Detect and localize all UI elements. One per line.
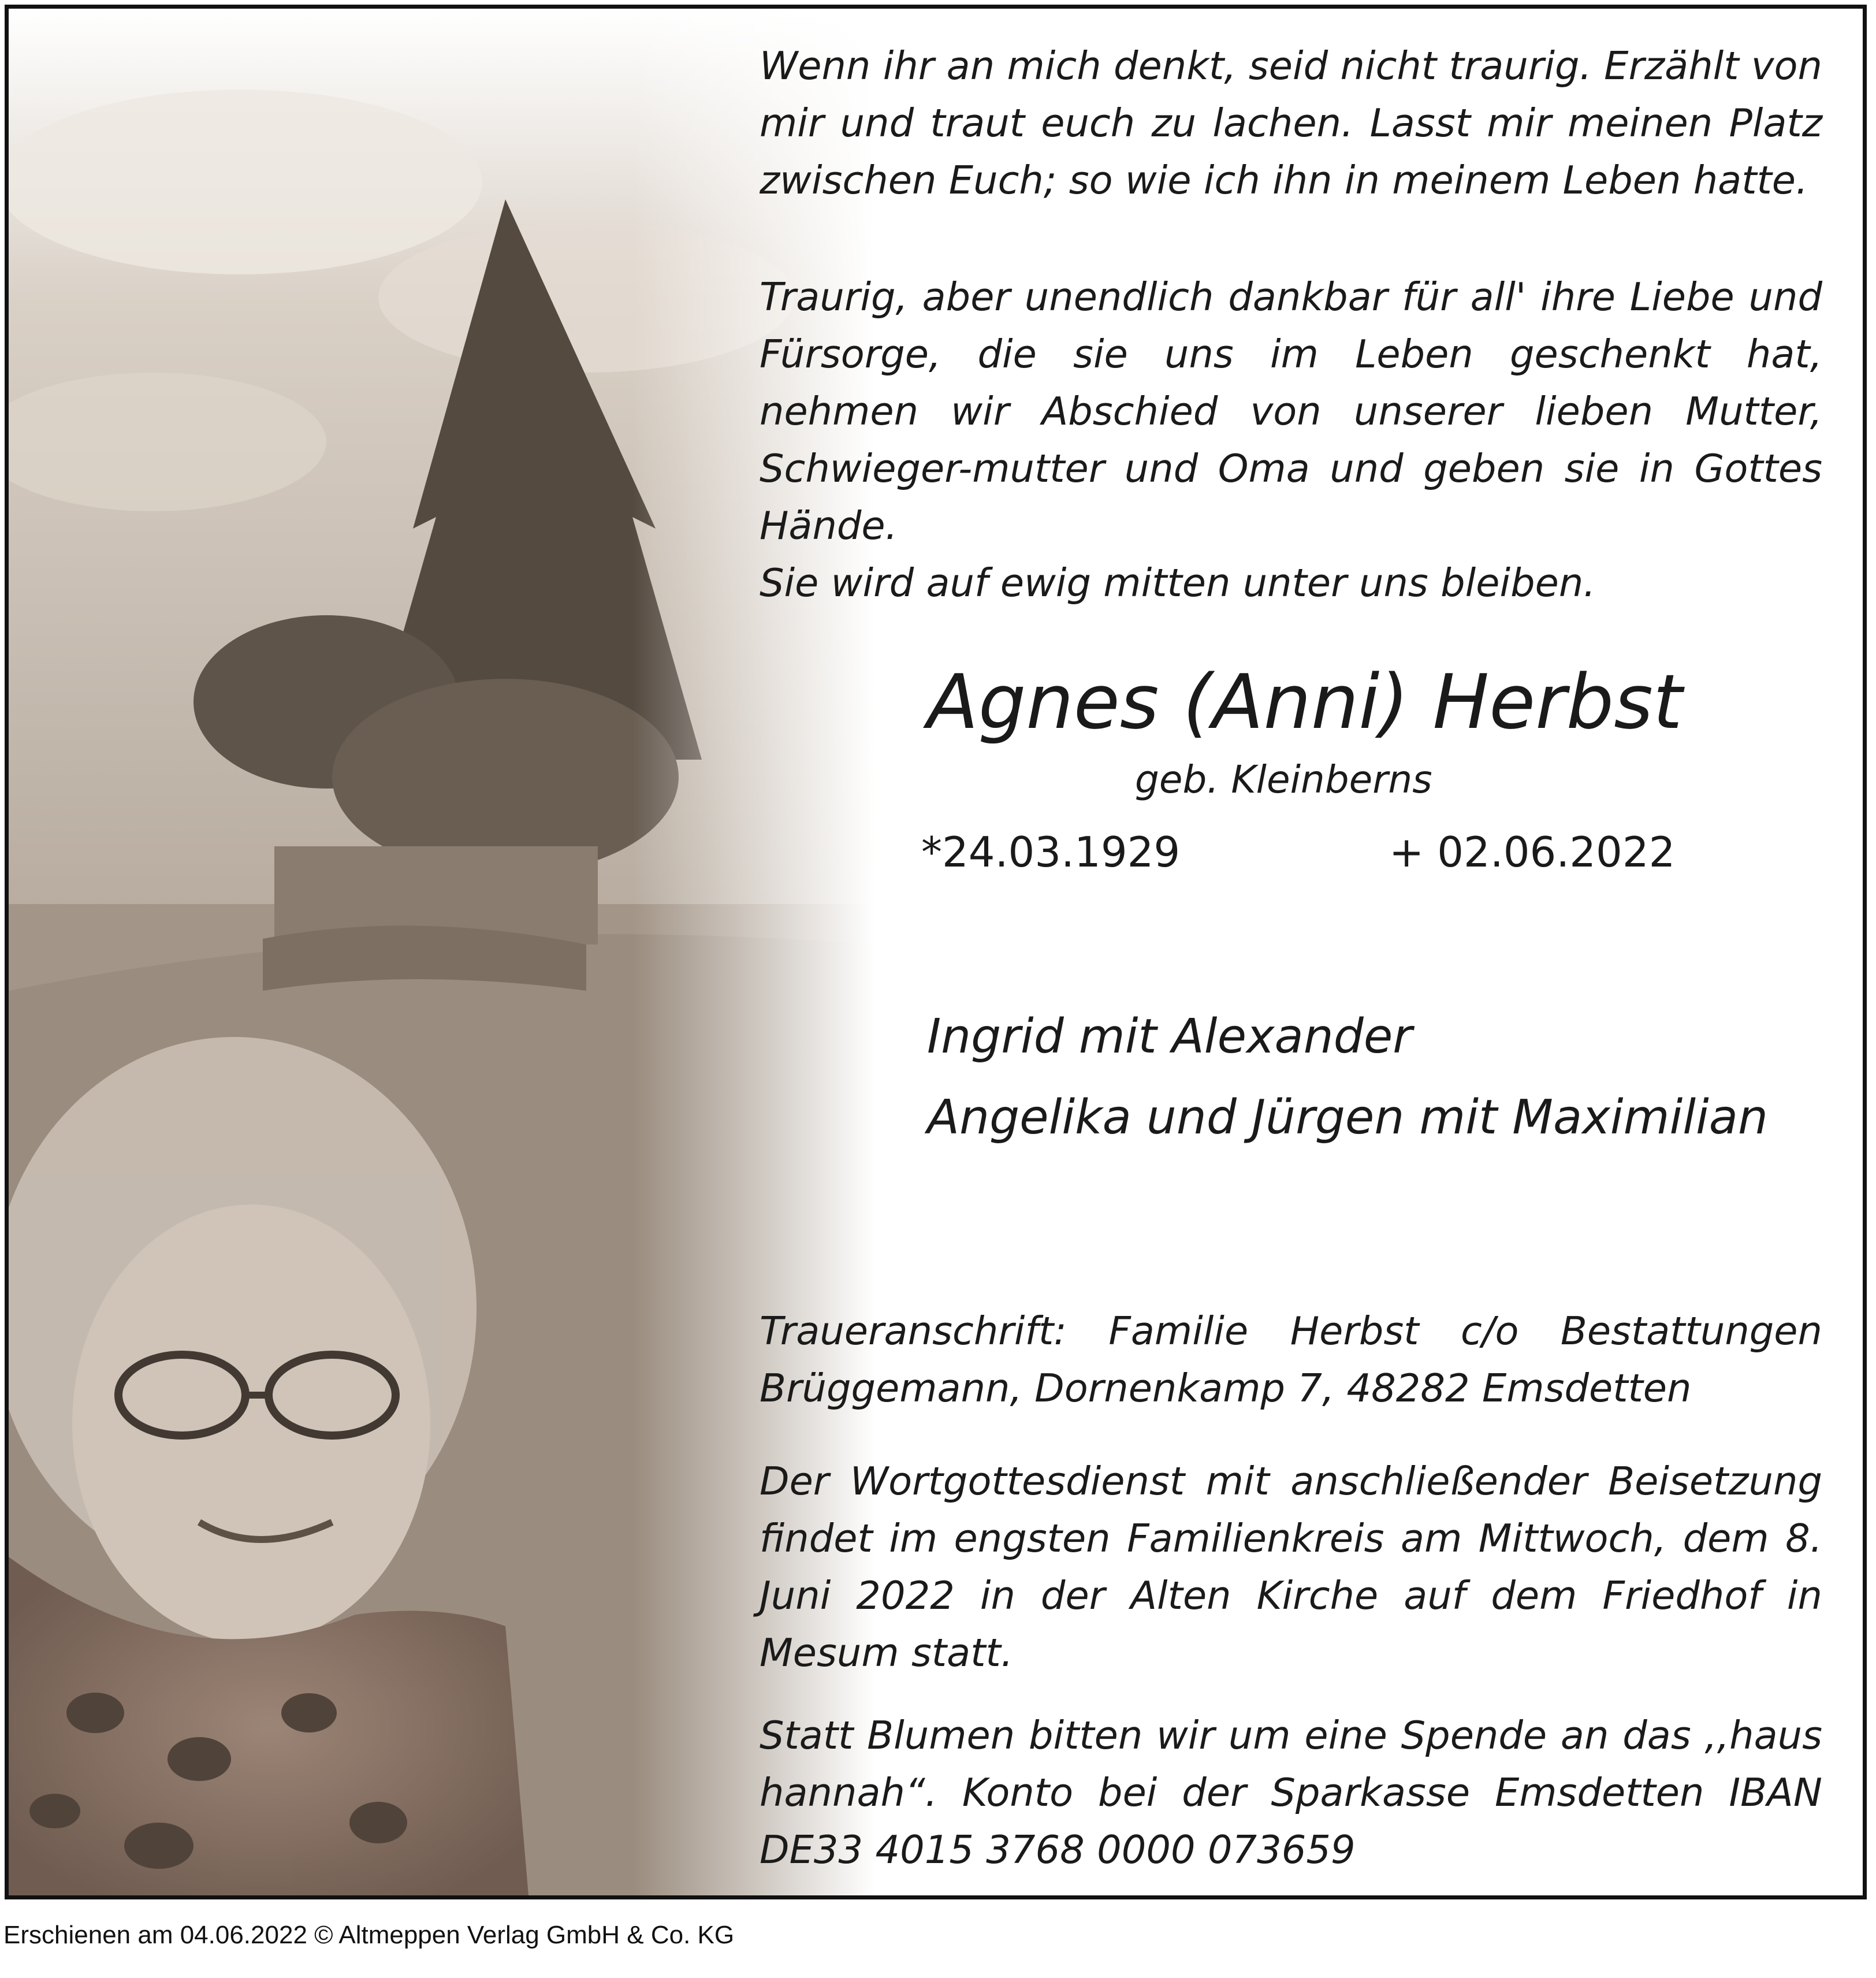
obituary-frame	[5, 5, 1867, 1899]
intro-last-line: Sie wird auf ewig mitten unter uns bleiben.	[760, 560, 1596, 605]
service-paragraph	[760, 1453, 1822, 1682]
address-text: Traueranschrift: Familie Herbst c/o Bestattungen Brüggemann, Dornenkamp 7, 48282 Emsdetten	[760, 1308, 1822, 1411]
donation-text: Statt Blumen bitten wir um eine Spende an das ,,haus hannah“. Konto bei der Sparkasse Emsdetten IBAN DE33 4015 3768 0000 073659	[760, 1713, 1822, 1872]
signer-2: Angelika und Jürgen mit Maximilian	[927, 1090, 1769, 1145]
signer-1: Ingrid mit Alexander	[927, 1009, 1412, 1064]
deceased-name: Agnes (Anni) Herbst	[927, 658, 1683, 746]
maiden-name: geb. Kleinberns	[1135, 757, 1432, 802]
birth-date: *24.03.1929	[921, 828, 1181, 876]
service-text: Der Wortgottesdienst mit anschließender Beisetzung findet im engsten Familienkreis am Mittwoch, dem 8. Juni 2022 in der Alten Kirche auf dem Friedhof in Mesum statt.	[760, 1459, 1822, 1675]
poem-paragraph	[760, 38, 1822, 209]
memorial-photo	[9, 9, 875, 1895]
intro-paragraph	[760, 269, 1822, 612]
donation-paragraph	[760, 1707, 1822, 1879]
publication-footer: Erschienen am 04.06.2022 © Altmeppen Verlag GmbH & Co. KG	[3, 1921, 735, 1949]
intro-text: Traurig, aber unendlich dankbar für all' ihre Liebe und Fürsorge, die sie uns im Leben geschenkt hat, nehmen wir Abschied von unserer lieben Mutter, Schwieger-mutter und Oma und geben sie in Gottes Hände.	[760, 274, 1822, 548]
poem-text: Wenn ihr an mich denkt, seid nicht traurig. Erzählt von mir und traut euch zu lachen. Lasst mir meinen Platz zwischen Euch; so wie ich ihn in meinem Leben hatte.	[760, 43, 1822, 203]
address-paragraph	[760, 1303, 1822, 1417]
death-date: + 02.06.2022	[1389, 828, 1676, 876]
